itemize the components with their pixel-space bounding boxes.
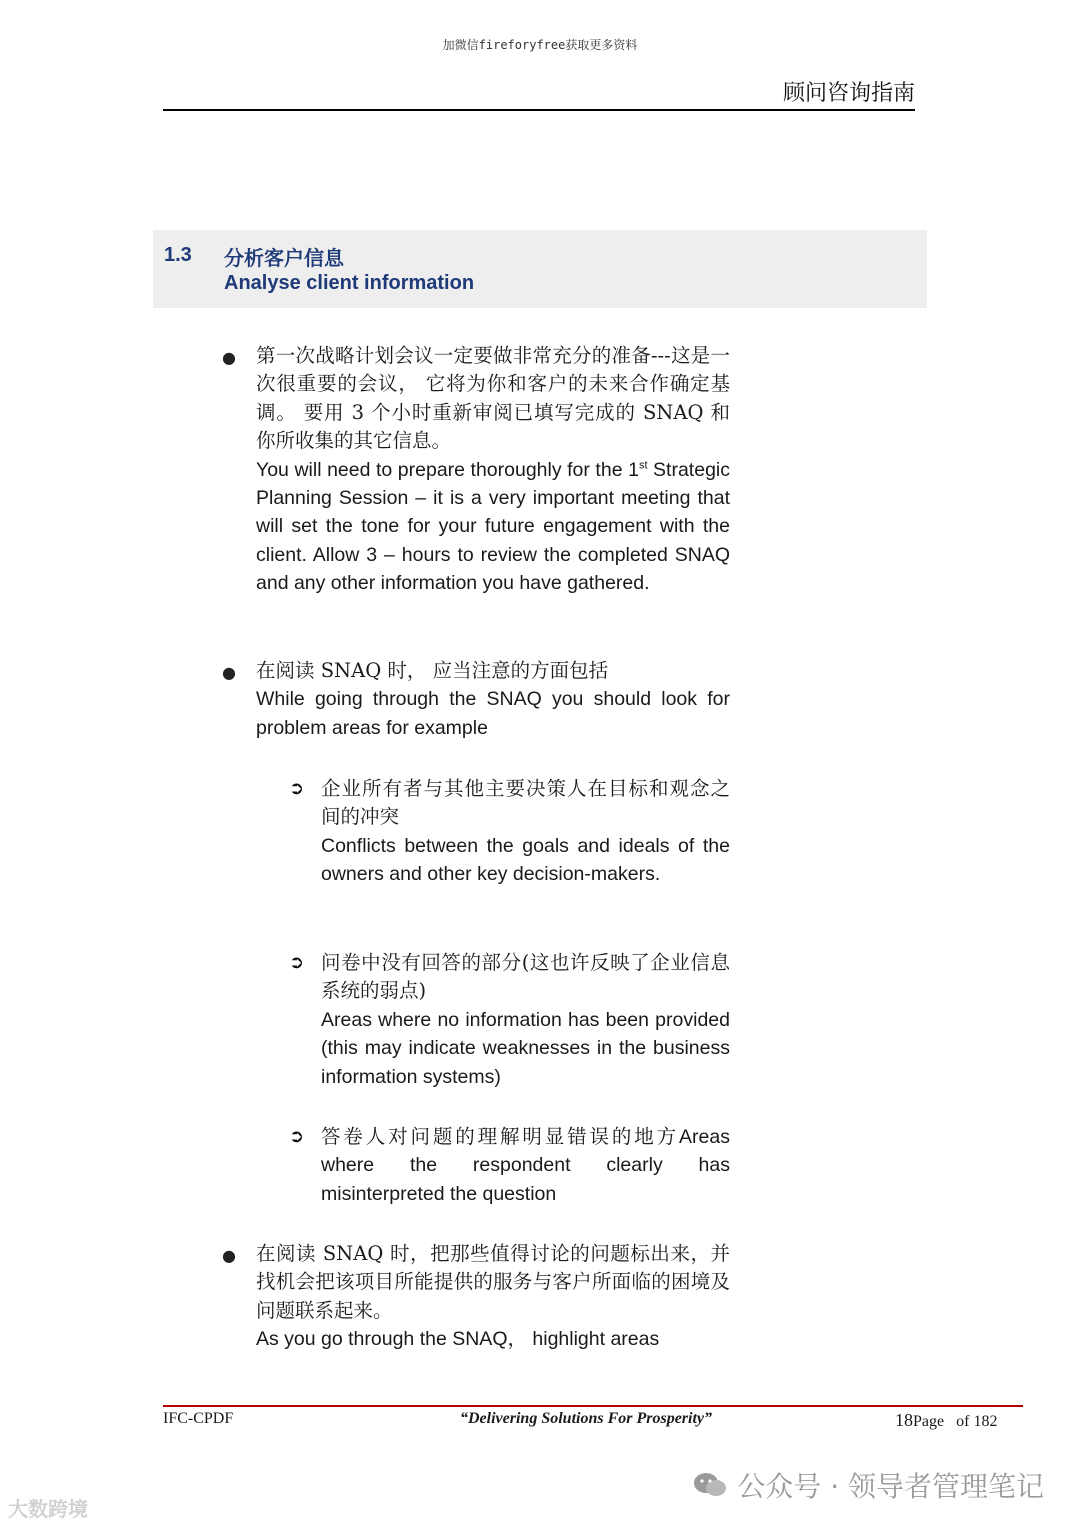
bullet-paragraph	[256, 342, 730, 598]
bullet-dot-icon: ●	[222, 1246, 236, 1265]
section-number: 1.3	[164, 244, 192, 266]
section-title-cn: 分析客户信息	[224, 246, 344, 270]
sub-bullet-text-en: Areas where no information has been provided (this may indicate weaknesses in the business information systems)	[321, 1008, 730, 1088]
bullet-text-cn: 第一次战略计划会议一定要做非常充分的准备---这是一次很重要的会议， 它将为你和客户的未来合作确定基调。 要用 3 个小时重新审阅已填写完成的 SNAQ 和你所收集的其它信息。	[256, 344, 730, 453]
wechat-logo-icon	[693, 1471, 727, 1499]
watermark-text: 公众号 · 领导者管理笔记	[737, 1470, 1044, 1503]
sub-bullet-paragraph	[321, 1123, 730, 1208]
bullet-text-cn: 在阅读 SNAQ 时，把那些值得讨论的问题标出来，并找机会把该项目所能提供的服务与客户所面临的困境及问题联系起来。	[256, 1242, 730, 1322]
page-total: of 182	[956, 1413, 998, 1430]
document-title: 顾问咨询指南	[782, 81, 915, 106]
header-divider	[163, 109, 915, 111]
footer-page-info	[895, 1410, 997, 1431]
section-title-en: Analyse client information	[224, 272, 475, 294]
sub-bullet-text-en: Conflicts between the goals and ideals of the owners and other key decision-makers.	[321, 834, 730, 886]
sub-bullet-text-cn: 问卷中没有回答的部分(这也许反映了企业信息系统的弱点)	[321, 951, 730, 1003]
corner-watermark: 大数跨境	[8, 1497, 88, 1521]
bullet-dot-icon: ●	[222, 348, 236, 367]
footer-slogan: “Delivering Solutions For Prosperity”	[460, 1410, 713, 1427]
sub-bullet-text-cn: 企业所有者与其他主要决策人在目标和观念之间的冲突	[321, 777, 730, 829]
bullet-text-en: You will need to prepare thoroughly for the 1st Strategic Planning Session – it is a very important meeting that will set the tone for your future engagement with the client. Allow 3 – hours to review the completed SNAQ and any other information you have gathered.	[256, 458, 730, 595]
bullet-dot-icon: ●	[222, 663, 236, 682]
arrow-bullet-icon: ➲	[289, 778, 305, 799]
sub-bullet-text-cn: 答卷人对问题的理解明显错误的地方	[321, 1125, 680, 1148]
footer-org: IFC-CPDF	[163, 1410, 234, 1427]
footer-divider	[163, 1405, 1023, 1407]
bullet-text-cn: 在阅读 SNAQ 时， 应当注意的方面包括	[256, 659, 609, 682]
bullet-paragraph	[256, 657, 730, 742]
page-label: Page	[913, 1413, 945, 1430]
bullet-text-en: While going through the SNAQ you should look for problem areas for example	[256, 688, 730, 739]
arrow-bullet-icon: ➲	[289, 1126, 305, 1147]
wechat-watermark	[693, 1465, 1044, 1505]
page-number: 18	[895, 1410, 913, 1430]
sub-bullet-text-en: Areas where the respondent clearly has misinterpreted the question	[321, 1126, 730, 1205]
wechat-note: 加微信fireforyfree获取更多资料	[442, 38, 638, 52]
bullet-text-en: As you go through the SNAQ， highlight areas	[256, 1328, 660, 1351]
sub-bullet-paragraph	[321, 949, 730, 1091]
arrow-bullet-icon: ➲	[289, 952, 305, 973]
bullet-paragraph	[256, 1240, 730, 1354]
sub-bullet-paragraph	[321, 775, 730, 889]
